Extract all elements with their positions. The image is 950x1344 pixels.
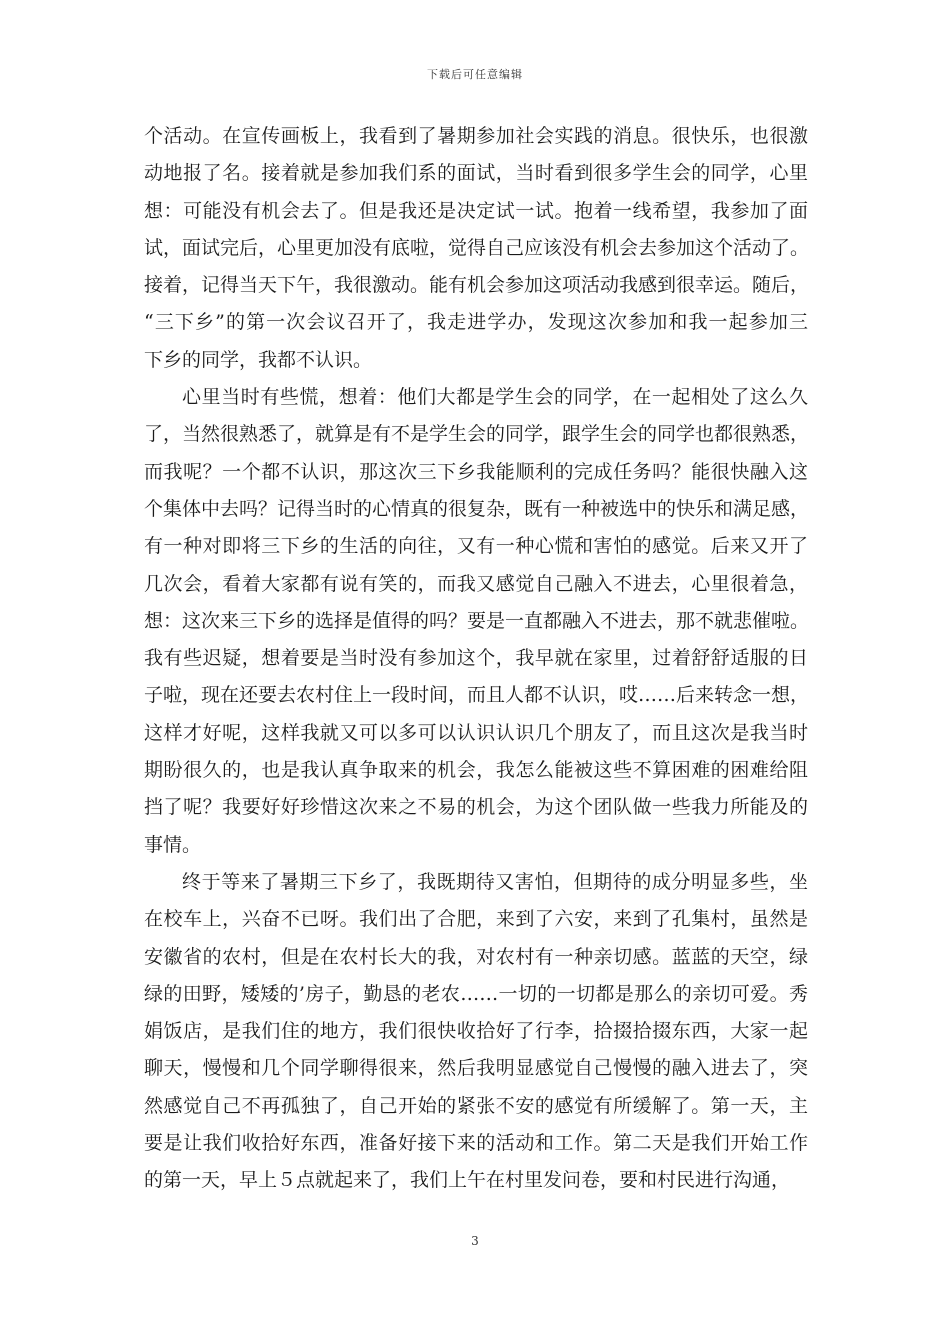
- text-line: 想：这次来三下乡的选择是值得的吗？要是一直都融入不进去，那不就悲催啦。: [144, 609, 810, 632]
- text-line: 子啦，现在还要去农村住上一段时间，而且人都不认识，哎……后来转念一想，: [144, 684, 810, 707]
- text-line: 接着，记得当天下午，我很激动。能有机会参加这项活动我感到很幸运。随后，: [144, 274, 810, 297]
- text-line: 这样才好呢，这样我就又可以多可以认识认识几个朋友了，而且这次是我当时: [144, 721, 808, 744]
- text-line: 我有些迟疑，想着要是当时没有参加这个，我早就在家里，过着舒舒适服的日: [144, 647, 808, 670]
- text-line: 个集体中去吗？记得当时的心情真的很复杂，既有一种被选中的快乐和满足感，: [144, 497, 810, 520]
- text-line: 终于等来了暑期三下乡了，我既期待又害怕，但期待的成分明显多些，坐: [182, 870, 808, 893]
- document-body: [144, 118, 808, 1200]
- text-line: 要是让我们收拾好东西，准备好接下来的活动和工作。第二天是我们开始工作: [144, 1132, 808, 1155]
- text-line: 下乡的同学，我都不认识。: [144, 348, 373, 371]
- text-line: 聊天，慢慢和几个同学聊得很来，然后我明显感觉自己慢慢的融入进去了，突: [144, 1057, 808, 1080]
- paragraph: [144, 864, 808, 1200]
- page-header: 下载后可任意编辑: [427, 68, 523, 81]
- text-line: 了，当然很熟悉了，就算是有不是学生会的同学，跟学生会的同学也都很熟悉，: [144, 423, 810, 446]
- paragraph: [144, 118, 808, 379]
- paragraph: [144, 379, 808, 864]
- text-line: 然感觉自己不再孤独了，自己开始的紧张不安的感觉有所缓解了。第一天，主: [144, 1094, 808, 1117]
- text-line: 绿的田野，矮矮的’房子，勤恳的老农……一切的一切都是那么的亲切可爱。秀: [144, 982, 808, 1005]
- text-line: 有一种对即将三下乡的生活的向往，又有一种心慌和害怕的感觉。后来又开了: [144, 535, 808, 558]
- text-line: “三下乡”的第一次会议召开了，我走进学办，发现这次参加和我一起参加三: [144, 311, 808, 334]
- text-line: 试，面试完后，心里更加没有底啦，觉得自己应该没有机会去参加这个活动了。: [144, 236, 810, 259]
- text-line: 的第一天，早上５点就起来了，我们上午在村里发问卷，要和村民进行沟通，: [144, 1169, 791, 1192]
- text-line: 心里当时有些慌，想着：他们大都是学生会的同学，在一起相处了这么久: [182, 386, 808, 409]
- text-line: 事情。: [144, 833, 202, 856]
- text-line: 几次会，看着大家都有说有笑的，而我又感觉自己融入不进去，心里很着急，: [144, 572, 808, 595]
- page-number: 3: [471, 1234, 479, 1248]
- text-line: 挡了呢？我要好好珍惜这次来之不易的机会，为这个团队做一些我力所能及的: [144, 796, 808, 819]
- text-line: 娟饭店，是我们住的地方，我们很快收拾好了行李，拾掇拾掇东西，大家一起: [144, 1020, 808, 1043]
- text-line: 个活动。在宣传画板上，我看到了暑期参加社会实践的消息。很快乐，也很激: [144, 125, 808, 147]
- text-line: 安徽省的农村，但是在农村长大的我，对农村有一种亲切感。蓝蓝的天空，绿: [144, 945, 808, 968]
- text-line: 想：可能没有机会去了。但是我还是决定试一试。抱着一线希望，我参加了面: [144, 199, 808, 222]
- text-line: 期盼很久的，也是我认真争取来的机会，我怎么能被这些不算困难的困难给阻: [144, 759, 808, 782]
- text-line: 而我呢？一个都不认识，那这次三下乡我能顺利的完成任务吗？能很快融入这: [144, 460, 808, 483]
- text-line: 在校车上，兴奋不已呀。我们出了合肥，来到了六安，来到了孔集村，虽然是: [144, 908, 808, 931]
- text-line: 动地报了名。接着就是参加我们系的面试，当时看到很多学生会的同学，心里: [144, 162, 808, 185]
